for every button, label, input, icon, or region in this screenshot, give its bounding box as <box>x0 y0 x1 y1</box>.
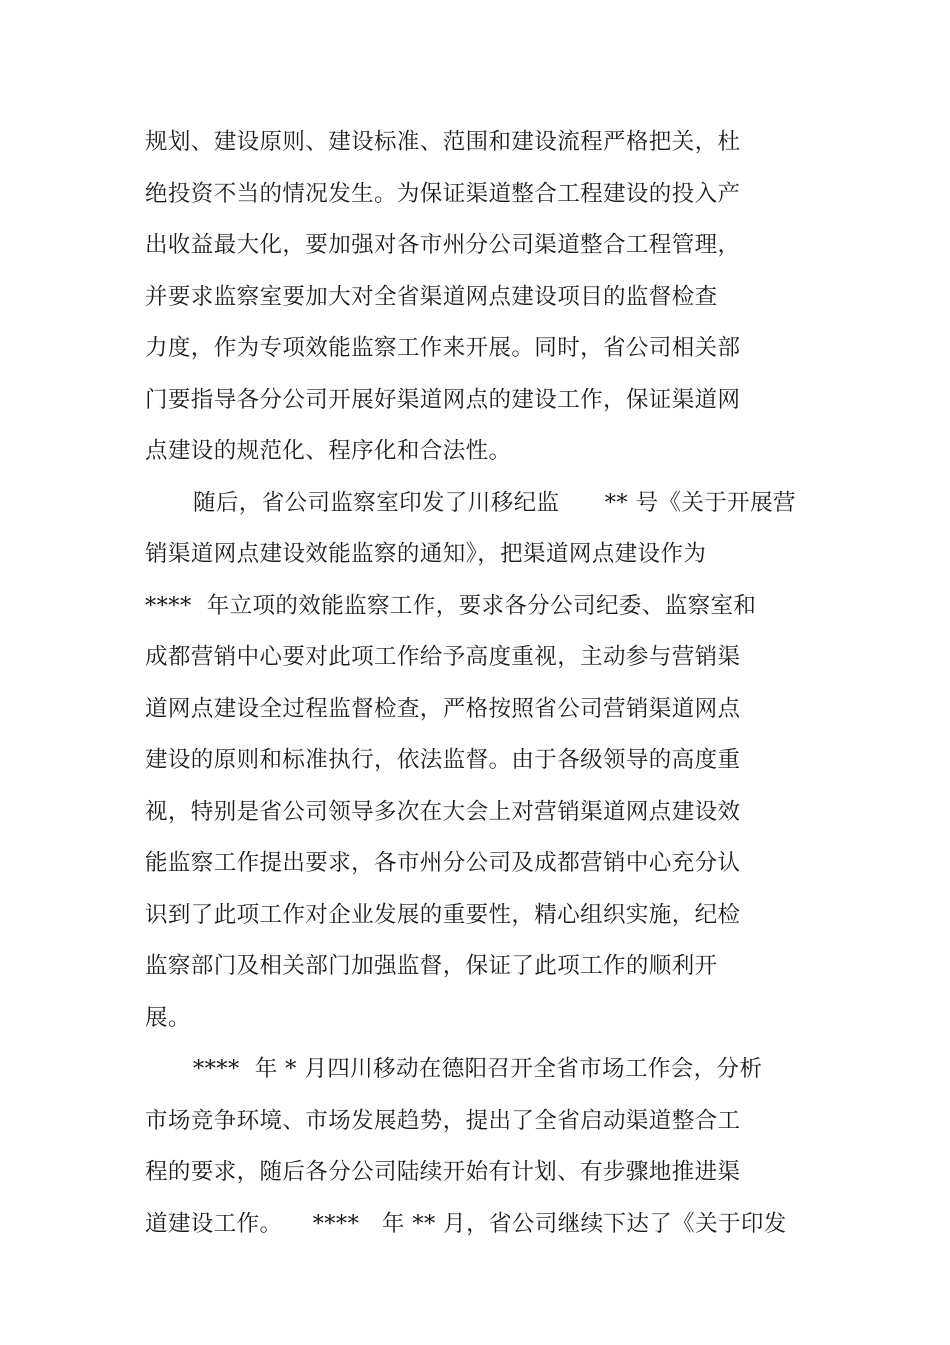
text-line: 出收益最大化，要加强对各市州分公司渠道整合工程管理， <box>145 232 741 258</box>
text-line: **** 年立项的效能监察工作，要求各分公司纪委、监察室和 <box>145 592 757 619</box>
body-text <box>145 122 805 1255</box>
text-line: **** 年 * 月四川移动在德阳召开全省市场工作会，分析 <box>193 1056 763 1082</box>
text-line: 随后，省公司监察室印发了川移纪监 ** 号《关于开展营 <box>193 489 796 516</box>
text-line: 并要求监察室要加大对全省渠道网点建设项目的监督检查 <box>145 283 718 310</box>
text-line: 能监察工作提出要求，各市州分公司及成都营销中心充分认 <box>145 850 741 876</box>
text-line: 监察部门及相关部门加强监督，保证了此项工作的顺利开 <box>145 953 718 979</box>
text-line: 规划、建设原则、建设标准、范围和建设流程严格把关，杜 <box>145 129 741 155</box>
text-line: 门要指导各分公司开展好渠道网点的建设工作，保证渠道网 <box>145 386 741 413</box>
text-line: 建设的原则和标准执行，依法监督。由于各级领导的高度重 <box>145 747 741 773</box>
text-line: 点建设的规范化、程序化和合法性。 <box>145 438 512 464</box>
text-line: 道网点建设全过程监督检查，严格按照省公司营销渠道网点 <box>145 695 741 722</box>
text-line: 展。 <box>145 1004 191 1031</box>
text-line: 力度，作为专项效能监察工作来开展。同时，省公司相关部 <box>145 335 741 361</box>
text-line: 销渠道网点建设效能监察的通知》，把渠道网点建设作为 <box>145 541 707 567</box>
text-line: 程的要求，随后各分公司陆续开始有计划、有步骤地推进渠 <box>145 1159 741 1185</box>
text-line: 成都营销中心要对此项工作给予高度重视，主动参与营销渠 <box>145 644 741 670</box>
text-line: 道建设工作。 **** 年 ** 月，省公司继续下达了《关于印发 <box>145 1210 787 1237</box>
text-line: 视，特别是省公司领导多次在大会上对营销渠道网点建设效 <box>145 798 741 825</box>
text-line: 绝投资不当的情况发生。为保证渠道整合工程建设的投入产 <box>145 180 741 207</box>
text-line: 识到了此项工作对企业发展的重要性，精心组织实施，纪检 <box>145 901 741 928</box>
text-line: 市场竞争环境、市场发展趋势，提出了全省启动渠道整合工 <box>145 1107 741 1134</box>
